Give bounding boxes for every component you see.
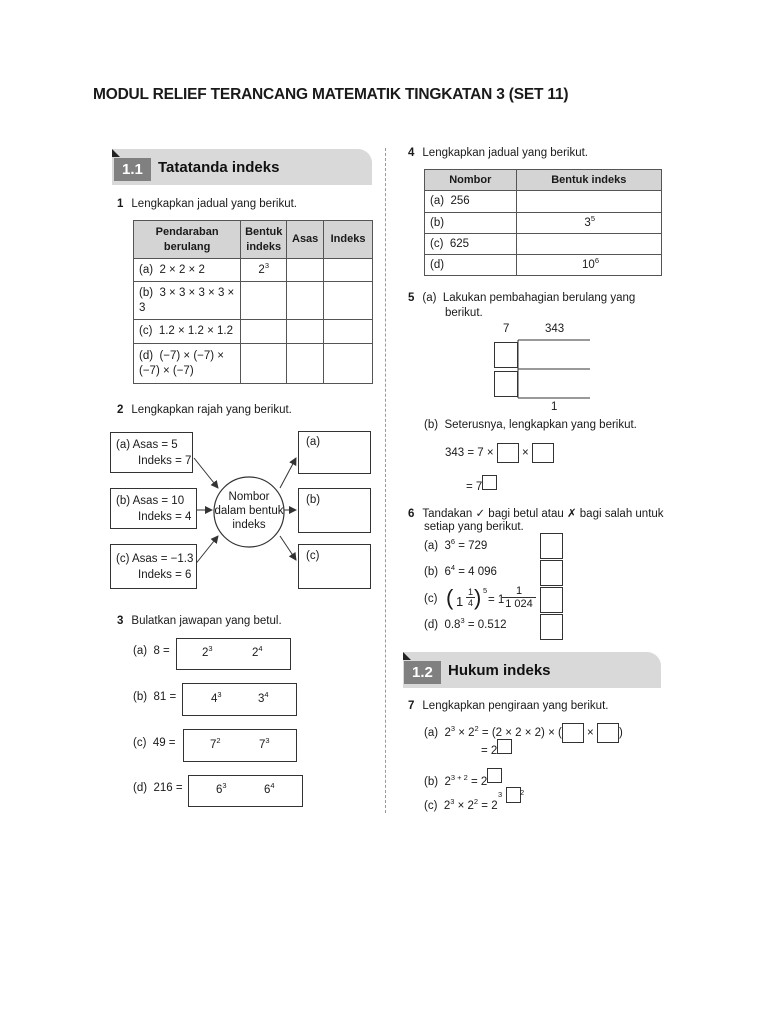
item-label: (a)	[424, 540, 439, 552]
question-number: 7	[408, 700, 415, 712]
table-header: Pendaraban berulang	[134, 221, 241, 259]
item-rhs: = 0.512	[467, 619, 507, 631]
section-title: Hukum indeks	[448, 662, 551, 679]
index-base: 3	[444, 540, 451, 552]
equation-text: = 2	[470, 776, 488, 788]
equation-text: = 7	[466, 481, 483, 493]
question-5	[408, 292, 635, 304]
close-paren: )	[474, 585, 482, 610]
q7-item-b	[424, 773, 502, 788]
question-number: 4	[408, 147, 415, 159]
item-label: (a)	[133, 645, 148, 657]
answer-cell[interactable]	[241, 344, 287, 384]
question-number: 6	[408, 508, 415, 520]
divisor: 7	[503, 323, 510, 335]
choice-option[interactable]: $6^4$	[264, 781, 275, 796]
question-7	[408, 700, 608, 712]
item-label: (a)	[424, 727, 439, 740]
choice-option[interactable]: $7^2$	[210, 736, 221, 751]
answer-cell[interactable]	[324, 282, 373, 320]
item-label: (b)	[424, 776, 439, 788]
question-number: 1	[117, 198, 124, 210]
q3-item-b	[133, 691, 176, 703]
q6-item-d	[424, 616, 507, 631]
choice-box-c	[183, 729, 297, 762]
exponent-answer-box[interactable]	[497, 739, 512, 754]
arrow	[280, 536, 296, 560]
dividend: 343	[545, 323, 565, 335]
banner-corner-mark	[403, 652, 411, 660]
table-row	[425, 191, 662, 213]
numerator: 1	[467, 587, 473, 597]
tick-box-a[interactable]	[540, 533, 563, 559]
q3-item-c	[133, 737, 176, 749]
document-title: MODUL RELIEF TERANCANG MATEMATIK TINGKATAN 3 (SET 11)	[93, 86, 569, 103]
answer-box-label: (c)	[306, 550, 320, 562]
given-label: (a)	[116, 439, 131, 451]
index-exponent: 2	[473, 797, 479, 807]
index-exponent: 3	[450, 724, 456, 734]
answer-box[interactable]	[562, 723, 584, 743]
row-label: (c)	[139, 325, 153, 337]
index-exponent: 6	[594, 255, 599, 265]
question-2	[117, 404, 292, 416]
q6-item-b	[424, 563, 497, 578]
index-exponent: 3 + 2	[450, 773, 468, 783]
row-label: (c)	[430, 237, 444, 250]
given-line: Indeks = 6	[138, 569, 192, 581]
index-base: 10	[582, 258, 595, 271]
section-title: Tatatanda indeks	[158, 159, 280, 176]
question-text-cont: berikut.	[445, 307, 483, 319]
item-value: 8 =	[153, 645, 170, 657]
row-label: (b)	[139, 286, 154, 299]
q7-item-c	[424, 797, 498, 812]
sub-label: (a)	[422, 292, 437, 304]
choice-box-d	[188, 775, 303, 807]
given-box-a	[110, 432, 193, 473]
center-label: Nombor dalam bentuk indeks	[214, 491, 284, 531]
index-exponent: 2	[520, 788, 525, 797]
divisor-answer-box[interactable]	[494, 371, 518, 397]
row-expression: 2 × 2 × 2	[159, 263, 205, 276]
given-box-b	[110, 488, 197, 529]
exponent-answer-box[interactable]	[506, 787, 521, 803]
q6-item-a	[424, 537, 488, 552]
q4-table	[424, 169, 662, 276]
question-text: Lengkapkan pengiraan yang berikut.	[422, 700, 609, 712]
q1-table	[133, 220, 373, 384]
choice-option[interactable]: $2^3$	[202, 644, 213, 659]
answer-cell[interactable]	[324, 320, 373, 344]
exponent-answer-box[interactable]	[487, 768, 502, 783]
open-paren: (	[446, 585, 454, 610]
tick-box-d[interactable]	[540, 614, 563, 640]
choice-option[interactable]: $3^4$	[258, 690, 269, 705]
q7-item-a-line2	[481, 745, 512, 757]
equation-text: × 2	[458, 727, 475, 740]
question-number: 2	[117, 404, 124, 416]
index-exponent: 2	[474, 724, 479, 734]
given-label: (b)	[116, 495, 131, 507]
tick-box-b[interactable]	[540, 560, 563, 586]
index-exponent: 5	[590, 213, 595, 223]
tick-box-c[interactable]	[540, 587, 563, 613]
given-box-c	[110, 544, 197, 589]
row-label: (d)	[139, 349, 154, 362]
q5-part-b	[424, 419, 637, 431]
mixed-whole: 1	[456, 594, 464, 609]
fraction	[502, 585, 536, 610]
question-text: Bulatkan jawapan yang betul.	[131, 615, 282, 627]
question-text: Lengkapkan jadual yang berikut.	[422, 147, 588, 159]
row-label: (a)	[430, 195, 445, 207]
times-sign: ×	[522, 447, 529, 459]
answer-cell[interactable]	[287, 320, 324, 344]
answer-cell[interactable]	[287, 344, 324, 384]
answer-box-label: (a)	[306, 436, 321, 448]
q5-equation-1	[445, 442, 554, 464]
row-expression: 3 × 3 × 3 × 3 × 3	[139, 286, 235, 314]
equation-text: × 2	[457, 800, 474, 812]
row-label: (a)	[139, 263, 154, 276]
choice-box-b	[182, 683, 297, 716]
table-row	[134, 259, 373, 282]
index-base: 6	[444, 566, 451, 578]
answer-box-label: (b)	[306, 494, 321, 506]
row-label: (b)	[430, 216, 445, 229]
item-value: 216 =	[153, 782, 183, 794]
index-base: 0.8	[444, 619, 461, 631]
answer-cell[interactable]	[241, 320, 287, 344]
item-label: (c)	[133, 737, 147, 749]
table-header: Bentuk indeks	[516, 170, 661, 191]
denominator: 4	[467, 598, 473, 608]
answer-box[interactable]	[532, 443, 554, 463]
item-label: (c)	[424, 800, 438, 812]
question-text: Lakukan pembahagian berulang yang	[442, 292, 636, 304]
q3-item-d	[133, 782, 183, 794]
row-number: 625	[449, 237, 469, 250]
equation-text: = (2 × 2 × 2) × (	[481, 727, 562, 740]
index-exponent: 3	[460, 616, 465, 626]
given-line: Asas = 5	[132, 439, 178, 451]
index-base: 2	[258, 263, 265, 276]
divisor-answer-box[interactable]	[494, 342, 518, 368]
item-label: (d)	[424, 619, 439, 631]
row-expression: 1.2 × 1.2 × 1.2	[158, 325, 233, 337]
index-base: 3	[584, 216, 591, 229]
question-text-cont: setiap yang berikut.	[424, 521, 524, 533]
sub-label: (b)	[424, 419, 439, 431]
equation-text: 343 = 7 ×	[445, 447, 494, 459]
question-number: 3	[117, 615, 124, 627]
given-line: Asas = 10	[132, 495, 185, 507]
row-label: (d)	[430, 258, 445, 271]
given-line: Indeks = 7	[138, 455, 192, 467]
division-result: 1	[551, 401, 558, 413]
item-rhs: = 4 096	[458, 566, 497, 578]
index-exponent: 4	[450, 563, 456, 573]
equation-text: = 2	[481, 800, 498, 812]
arrow	[194, 458, 218, 488]
answer-cell[interactable]	[241, 282, 287, 320]
table-row	[134, 320, 373, 344]
item-label: (b)	[133, 691, 148, 703]
choice-option[interactable]: $4^3$	[211, 690, 222, 705]
item-value: 49 =	[152, 737, 176, 749]
answer-cell[interactable]	[287, 282, 324, 320]
answer-cell[interactable]	[287, 259, 324, 282]
answer-cell[interactable]	[516, 191, 661, 213]
row-number: 256	[450, 195, 470, 207]
answer-box-c[interactable]	[298, 544, 371, 589]
table-header: Asas	[287, 221, 324, 259]
answer-box[interactable]	[597, 723, 619, 743]
table-header: Indeks	[324, 221, 373, 259]
banner-corner-mark	[112, 149, 120, 157]
section-number: 1.1	[114, 158, 151, 181]
question-text: Lengkapkan rajah yang berikut.	[131, 404, 292, 416]
item-label: (b)	[424, 566, 439, 578]
index-base: 2	[444, 727, 451, 740]
equation-text: = 2	[481, 745, 498, 757]
given-line: Indeks = 4	[138, 511, 192, 523]
question-number: 5	[408, 292, 415, 304]
column-divider	[385, 148, 386, 813]
close-paren: )	[618, 727, 623, 740]
arrow	[194, 536, 218, 566]
question-3	[117, 615, 282, 627]
denominator: 1 024	[502, 597, 536, 610]
q5-equation-2	[466, 481, 497, 493]
question-1	[117, 198, 297, 210]
q7-item-a	[424, 723, 623, 743]
question-text: Lengkapkan jadual yang berikut.	[131, 198, 297, 210]
choice-option[interactable]: $2^4$	[252, 644, 263, 659]
question-text: Tandakan ✓ bagi betul atau ✗ bagi salah untuk	[422, 508, 664, 520]
numerator: 1	[515, 585, 523, 597]
answer-cell[interactable]	[324, 344, 373, 384]
item-value: 81 =	[153, 691, 177, 703]
table-row	[425, 234, 662, 255]
times-sign: ×	[587, 727, 594, 740]
question-text: Seterusnya, lengkapkan yang berikut.	[444, 419, 637, 431]
index-exponent: 3	[264, 260, 269, 270]
table-row	[134, 344, 373, 384]
answer-cell[interactable]	[516, 234, 661, 255]
choice-box-a	[176, 638, 291, 670]
index-base: 2	[444, 776, 451, 788]
arrow	[280, 458, 296, 488]
index-exponent: 6	[450, 537, 456, 547]
index-exponent: 3	[498, 790, 503, 799]
q3-item-a	[133, 645, 170, 657]
index-exponent: 3	[450, 797, 455, 807]
table-row	[134, 282, 373, 320]
answer-cell[interactable]	[324, 259, 373, 282]
given-line: Asas = −1.3	[131, 553, 194, 565]
index-base: 2	[443, 800, 451, 812]
exponent-answer-box[interactable]	[482, 475, 497, 490]
item-rhs: = 729	[458, 540, 488, 552]
question-4	[408, 147, 588, 159]
table-row	[425, 255, 662, 276]
item-rhs: = 1	[488, 594, 505, 606]
row-expression: (−7) × (−7) × (−7) × (−7)	[139, 349, 225, 377]
table-header: Bentuk indeks	[241, 221, 287, 259]
q6-item-c-label: (c)	[424, 593, 438, 605]
question-6	[408, 506, 664, 520]
section-number: 1.2	[404, 661, 441, 684]
table-header: Nombor	[425, 170, 517, 191]
choice-option[interactable]: $7^3$	[259, 736, 270, 751]
choice-option[interactable]: $6^3$	[216, 781, 227, 796]
answer-box-a[interactable]	[298, 431, 371, 474]
item-label: (d)	[133, 782, 148, 794]
answer-box-b[interactable]	[298, 488, 371, 533]
table-row	[425, 213, 662, 234]
answer-box[interactable]	[497, 443, 519, 463]
index-exponent: 5	[483, 586, 488, 595]
given-label: (c)	[116, 553, 130, 565]
